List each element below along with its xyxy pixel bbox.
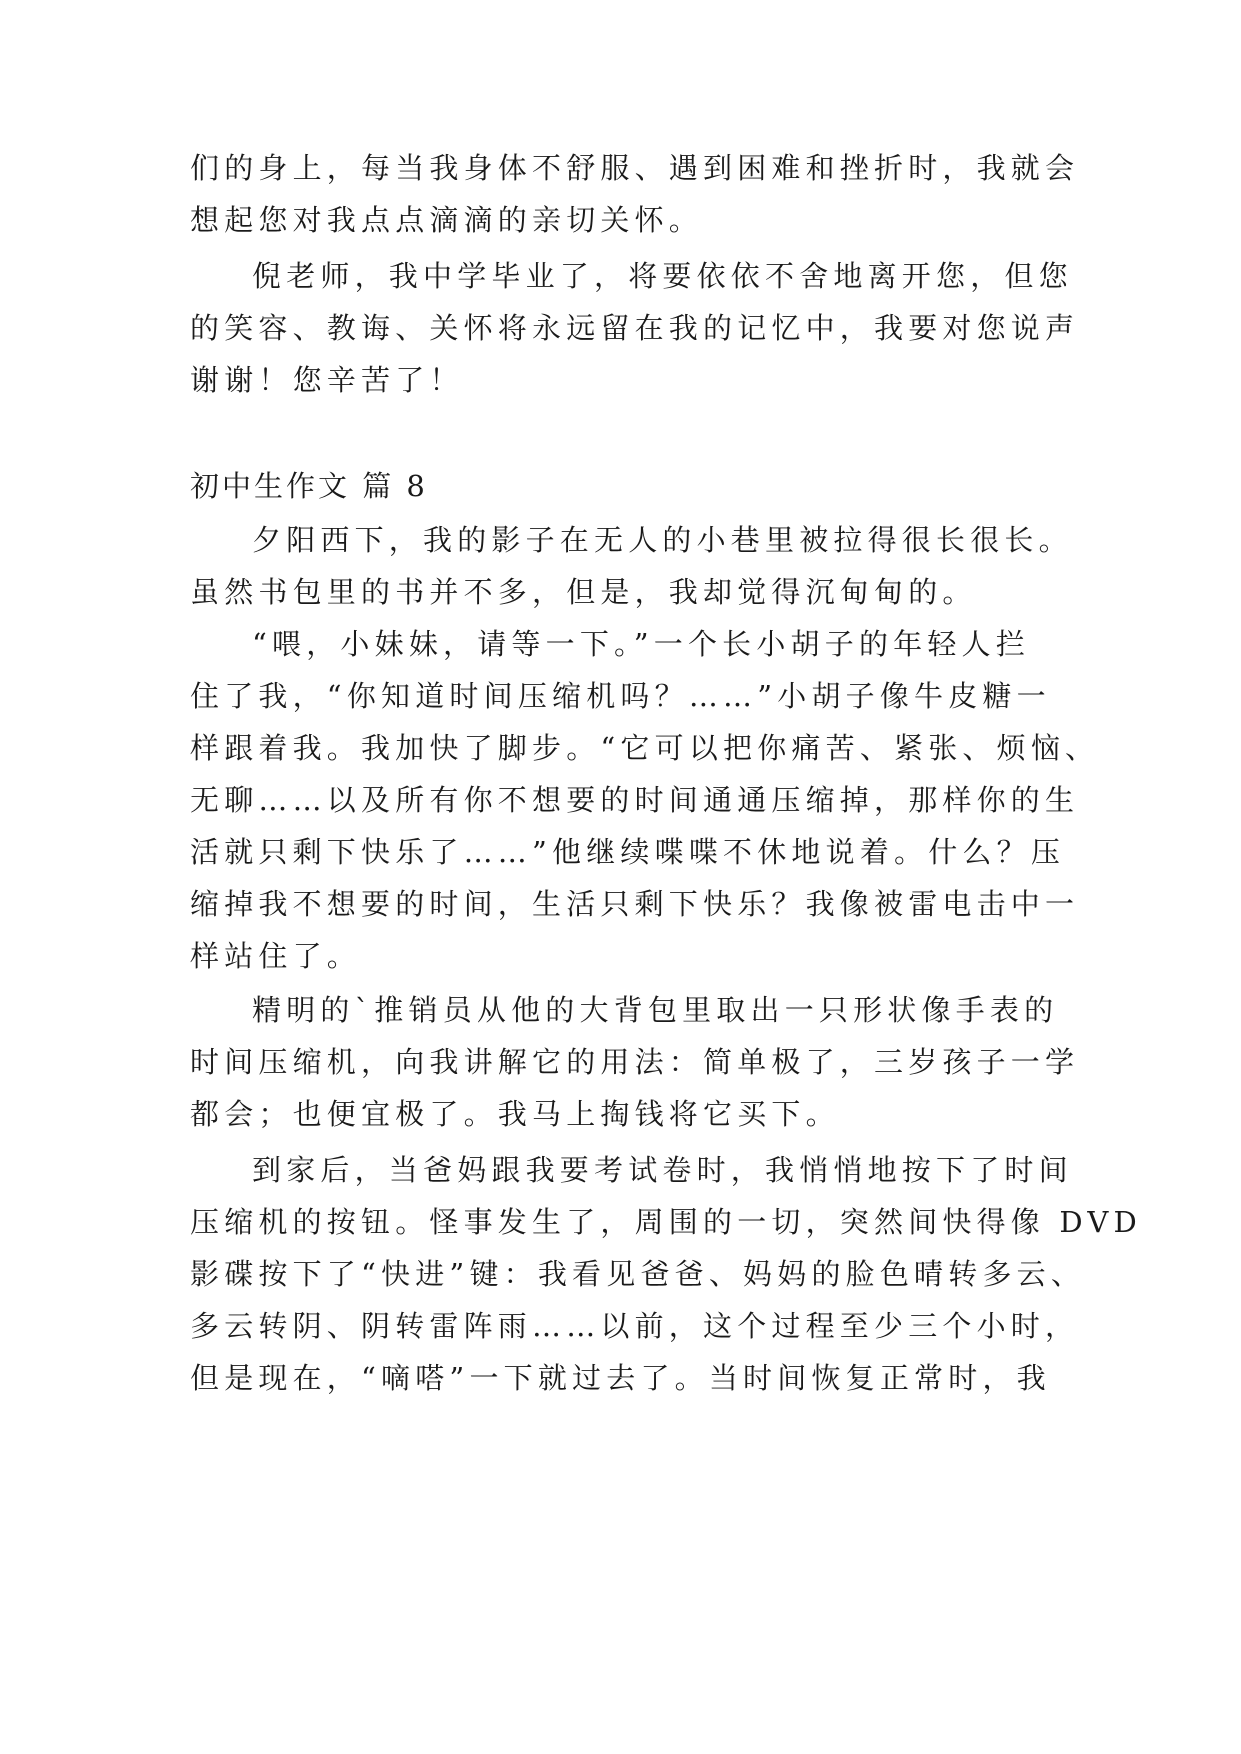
text-line: 到家后，当爸妈跟我要考试卷时，我悄悄地按下了时间 [252,1153,1073,1187]
text-line: 倪老师，我中学毕业了，将要依依不舍地离开您，但您 [252,259,1073,293]
text-line: “喂，小妹妹，请等一下。”一个长小胡子的年轻人拦 [252,627,1030,661]
text-line: 虽然书包里的书并不多，但是，我却觉得沉甸甸的。 [190,575,977,609]
text-line: 精明的`推销员从他的大背包里取出一只形状像手表的 [252,993,1059,1027]
text-line: 谢谢！您辛苦了！ [190,363,464,397]
text-line: 们的身上，每当我身体不舒服、遇到困难和挫折时，我就会 [190,151,1080,185]
text-line: 压缩机的按钮。怪事发生了，周围的一切，突然间快得像 DVD [190,1205,1142,1239]
text-line: 多云转阴、阴转雷阵雨……以前，这个过程至少三个小时， [190,1309,1080,1343]
text-line: 住了我，“你知道时间压缩机吗？……”小胡子像牛皮糖一 [190,679,1051,713]
text-line: 都会；也便宜极了。我马上掏钱将它买下。 [190,1097,840,1131]
text-line: 样跟着我。我加快了脚步。“它可以把你痛苦、紧张、烦恼、 [190,731,1100,765]
text-line: 活就只剩下快乐了……”他继续喋喋不休地说着。什么？压 [190,835,1066,869]
text-line: 无聊……以及所有你不想要的时间通通压缩掉，那样你的生 [190,783,1080,817]
section-title: 初中生作文 篇 8 [190,469,428,503]
text-line: 时间压缩机，向我讲解它的用法：简单极了，三岁孩子一学 [190,1045,1080,1079]
text-line: 缩掉我不想要的时间，生活只剩下快乐？我像被雷电击中一 [190,887,1080,921]
text-line: 的笑容、教诲、关怀将永远留在我的记忆中，我要对您说声 [190,311,1080,345]
text-line: 样站住了。 [190,939,362,973]
text-line: 夕阳西下，我的影子在无人的小巷里被拉得很长很长。 [252,523,1073,557]
text-line: 影碟按下了“快进”键：我看见爸爸、妈妈的脸色晴转多云、 [190,1257,1086,1291]
text-line: 但是现在，“嘀嗒”一下就过去了。当时间恢复正常时，我 [190,1361,1051,1395]
text-line: 想起您对我点点滴滴的亲切关怀。 [190,203,704,237]
